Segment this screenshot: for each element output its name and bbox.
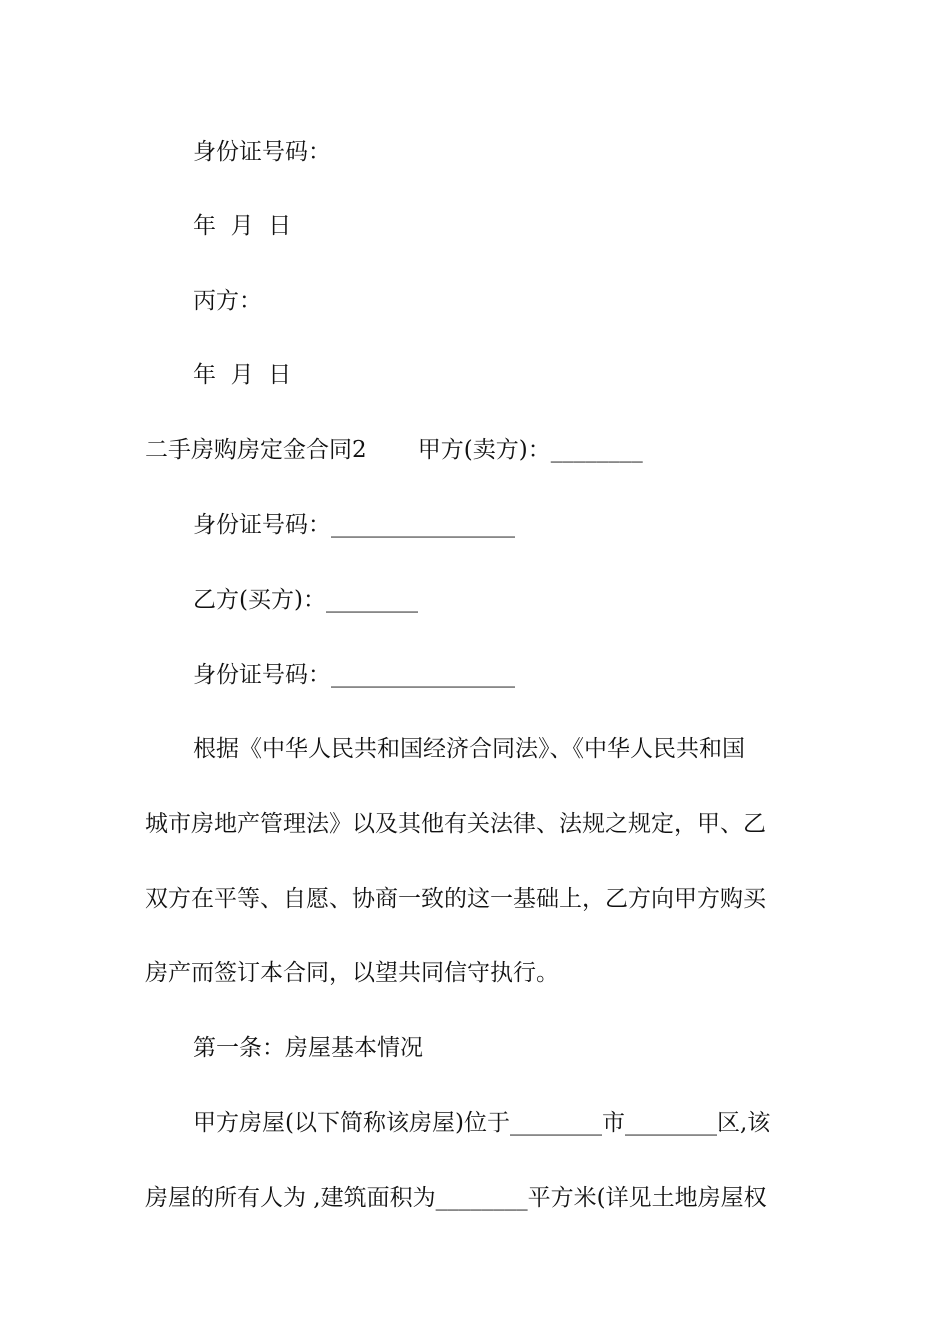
id-number-label-1: 身份证号码：: [193, 139, 331, 165]
article-1-line-2: 房屋的所有人为 ,建筑面积为________平方米(详见土地房屋权: [145, 1185, 767, 1211]
date-line-2: 年 月 日: [193, 362, 292, 388]
party-c-label: 丙方：: [193, 288, 262, 314]
contract-title-and-party-a: 二手房购房定金合同2 甲方(卖方)：________: [145, 437, 643, 463]
paragraph-basis-line-3: 双方在平等、自愿、协商一致的这一基础上，乙方向甲方购买: [145, 886, 766, 912]
paragraph-basis-line-4: 房产而签订本合同，以望共同信守执行。: [145, 960, 559, 986]
paragraph-basis-line-2: 城市房地产管理法》以及其他有关法律、法规之规定，甲、乙: [145, 811, 766, 837]
party-b-label: 乙方(买方)：________: [193, 587, 418, 613]
article-1-line-1: 甲方房屋(以下简称该房屋)位于________市________区,该: [193, 1110, 771, 1136]
article-1-heading: 第一条：房屋基本情况: [193, 1035, 423, 1061]
party-b-id-number: 身份证号码：________________: [193, 662, 515, 688]
paragraph-basis-line-1: 根据《中华人民共和国经济合同法》、《中华人民共和国: [193, 736, 745, 762]
date-line-1: 年 月 日: [193, 213, 292, 239]
party-a-id-number: 身份证号码：________________: [193, 512, 515, 538]
